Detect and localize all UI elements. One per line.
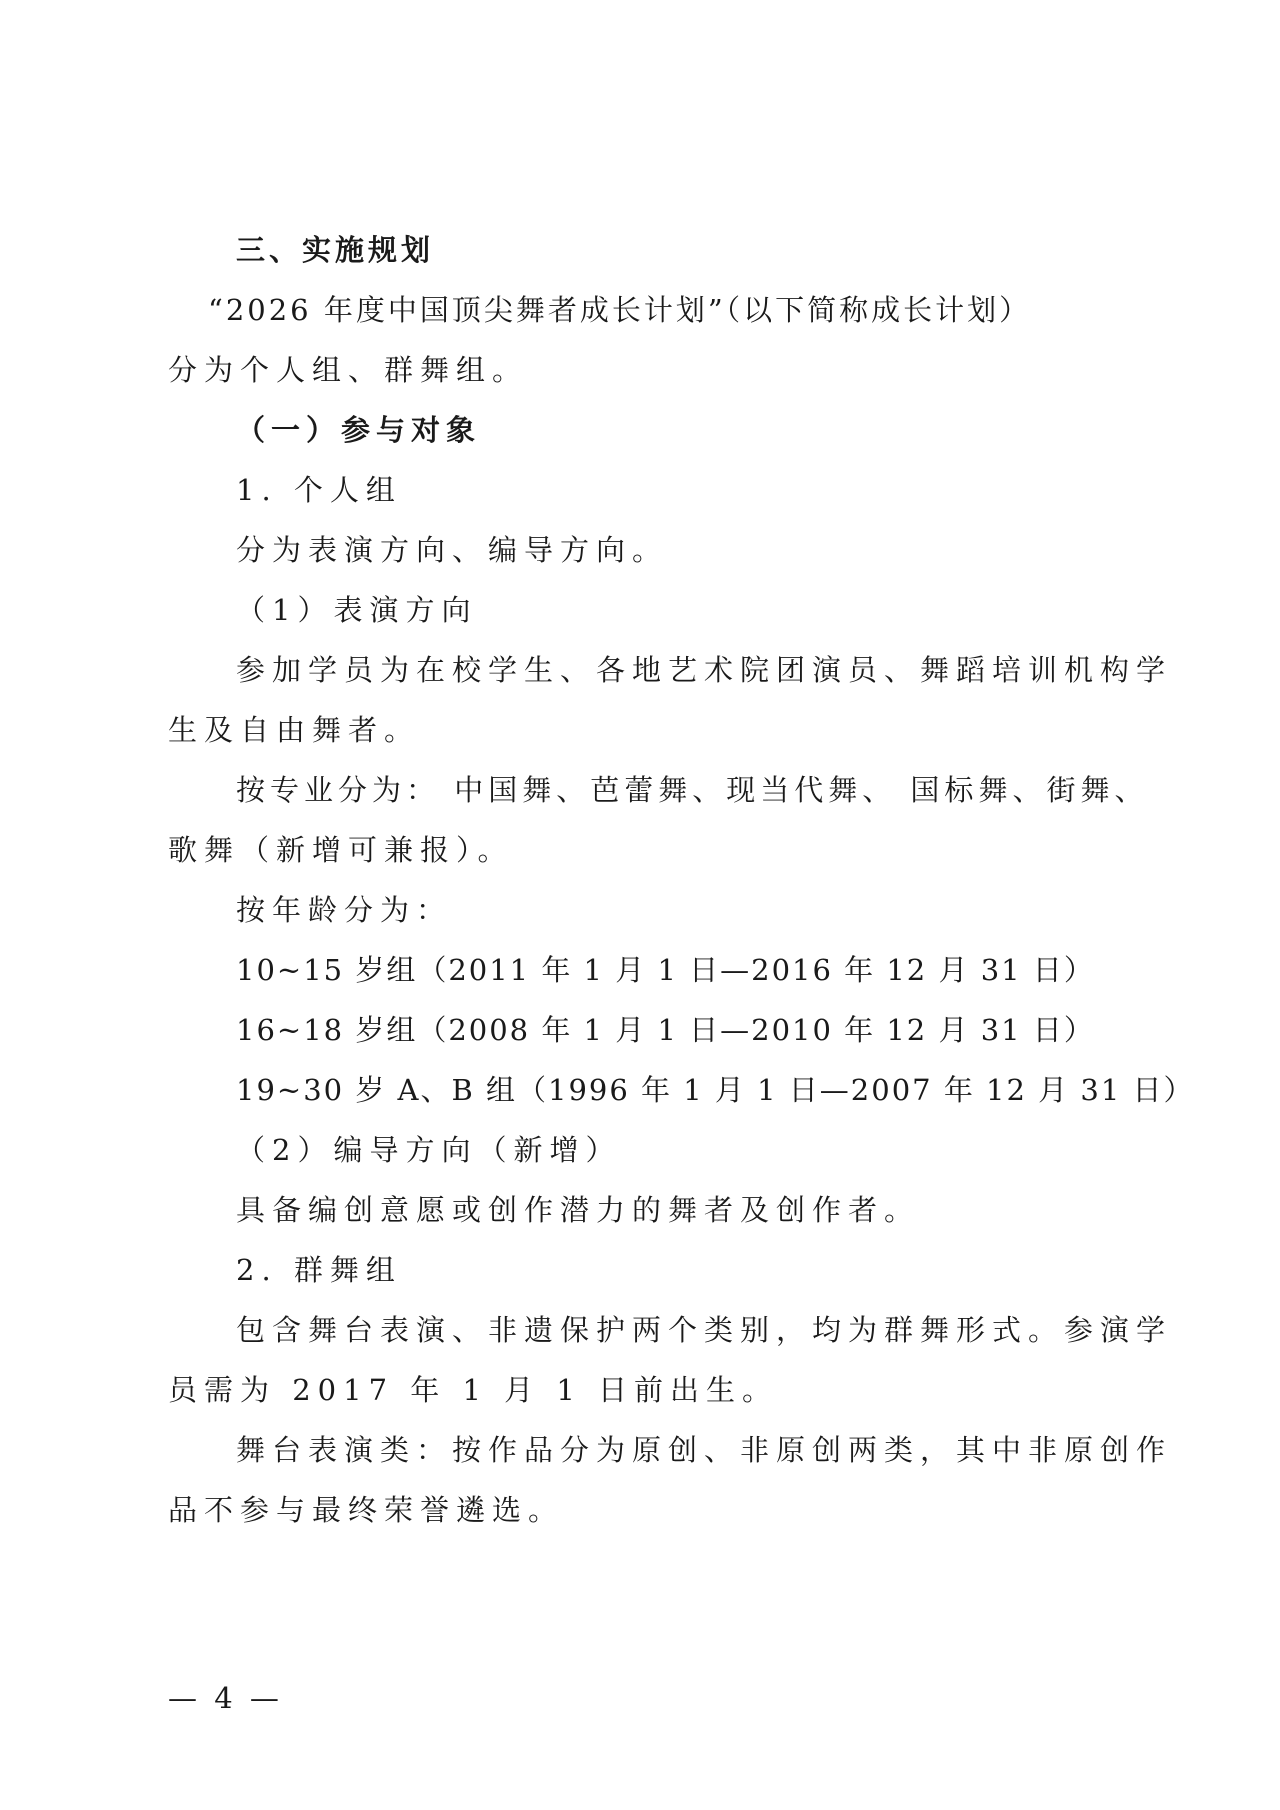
paragraph-line: 分为个人组、群舞组。 — [168, 353, 529, 387]
list-item-title: 1. 个人组 — [236, 473, 402, 507]
list-item-title: （2）编导方向（新增） — [236, 1133, 622, 1167]
list-item-title: （1）表演方向 — [236, 593, 478, 627]
age-group-line: 19~30 岁 A、B 组（1996 年 1 月 1 日—2007 年 12 月 31 日） — [236, 1073, 1195, 1107]
paragraph-line: 按专业分为： 中国舞、芭蕾舞、现当代舞、 国标舞、街舞、 — [236, 773, 1149, 807]
paragraph-line: 品不参与最终荣誉遴选。 — [168, 1493, 565, 1527]
subheading: （一）参与对象 — [236, 413, 482, 447]
paragraph-line: 歌舞（新增可兼报）。 — [168, 833, 514, 867]
age-group-line: 10~15 岁组（2011 年 1 月 1 日—2016 年 12 月 31 日） — [236, 953, 1095, 987]
page-number: — 4 — — [168, 1681, 283, 1715]
paragraph-line: 参加学员为在校学生、各地艺术院团演员、舞蹈培训机构学 — [236, 653, 1173, 687]
paragraph-line: 生及自由舞者。 — [168, 713, 421, 747]
paragraph-line: “2026 年度中国顶尖舞者成长计划”（以下简称成长计划） — [208, 293, 1032, 327]
age-group-line: 16~18 岁组（2008 年 1 月 1 日—2010 年 12 月 31 日） — [236, 1013, 1095, 1047]
list-item-title: 2. 群舞组 — [236, 1253, 402, 1287]
paragraph-line: 员需为 2017 年 1 月 1 日前出生。 — [168, 1373, 779, 1407]
paragraph-line: 舞台表演类：按作品分为原创、非原创两类，其中非原创作 — [236, 1433, 1173, 1467]
paragraph-line: 按年龄分为： — [236, 893, 453, 927]
paragraph-line: 包含舞台表演、非遗保护两个类别，均为群舞形式。参演学 — [236, 1313, 1173, 1347]
section-heading: 三、实施规划 — [236, 233, 435, 267]
paragraph-line: 分为表演方向、编导方向。 — [236, 533, 669, 567]
paragraph-line: 具备编创意愿或创作潜力的舞者及创作者。 — [236, 1193, 921, 1227]
